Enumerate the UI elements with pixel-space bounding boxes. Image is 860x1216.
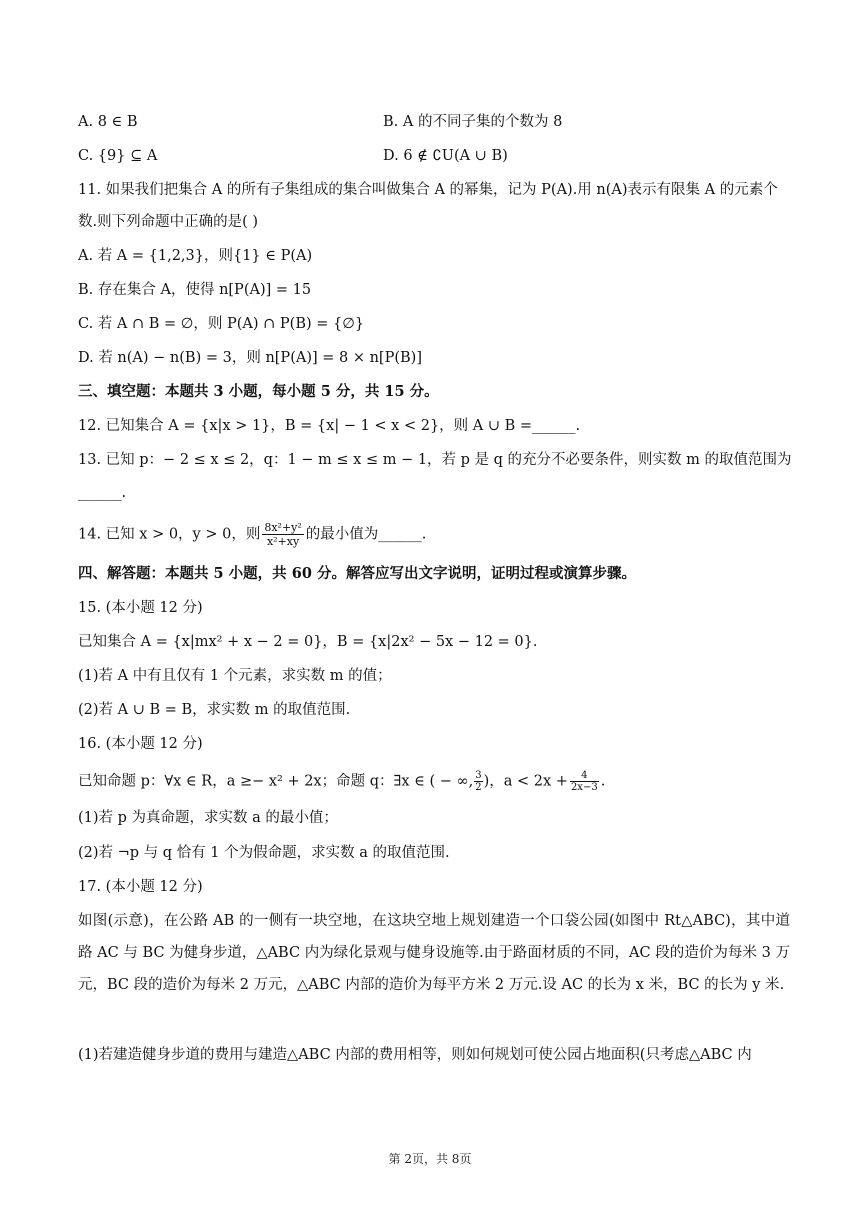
option-a-q10: A. 8 ∈ B: [78, 114, 138, 130]
q17-body: 如图(示意)，在公路 AB 的一侧有一块空地，在这块空地上规划建造一个口袋公园(如图中 Rt△ABC)，其中道路 AC 与 BC 为健身步道，△ABC 内为绿化景观与健身设施等.由于路面材质的不同，AC 段的造价为每米 3 万元，BC 段的造价为每米 2 万元，△ABC 内部的造价为每平方米 2 万元.设 AC 的长为 x 米，BC 的长为 y 米.: [78, 913, 790, 993]
section-4-heading: 四、解答题：本题共 5 小题，共 60 分。解答应写出文字说明，证明过程或演算步骤。: [78, 565, 636, 582]
q16-head: 16. (本小题 12 分): [78, 736, 203, 752]
q13-line1: 13. 已知 p：− 2 ≤ x ≤ 2，q：1 − m ≤ x ≤ m − 1，若 p 是 q 的充分不必要条件，则实数 m 的取值范围为: [78, 452, 792, 468]
q17-part1: (1)若建造健身步道的费用与建造△ABC 内部的费用相等，则如何规划可使公园占地面积(只考虑△ABC 内: [78, 1047, 752, 1063]
q14-numerator: 8x²+y²: [264, 521, 302, 534]
option-c-q10: C. {9} ⊆ A: [78, 148, 158, 164]
q14-denominator: x²+xy: [266, 535, 300, 548]
q16-part1: (1)若 p 为真命题，求实数 a 的最小值；: [78, 810, 338, 826]
q15-head: 15. (本小题 12 分): [78, 600, 203, 616]
q13-line2: ______.: [78, 485, 127, 501]
option-b-q10: B. A 的不同子集的个数为 8: [383, 114, 563, 130]
q11-option-b: B. 存在集合 A，使得 n[P(A)] = 15: [78, 282, 312, 298]
q15-given: 已知集合 A = {x|mx² + x − 2 = 0}，B = {x|2x² − 5x − 12 = 0}.: [78, 634, 538, 650]
q11-option-a: A. 若 A = {1,2,3}，则{1} ∈ P(A): [78, 248, 313, 264]
option-d-q10: D. 6 ∉ ∁U(A ∪ B): [383, 148, 508, 164]
q16-frac1-den: 2: [475, 782, 482, 793]
q15-part1: (1)若 A 中有且仅有 1 个元素，求实数 m 的值；: [78, 668, 392, 684]
q11-stem-line2: 数.则下列命题中正确的是( ): [78, 214, 259, 230]
q16-frac2-num: 4: [570, 770, 599, 782]
page-footer: 第 2页，共 8页: [388, 1152, 472, 1166]
q16-frac2-den: 2x−3: [570, 782, 598, 793]
q16-part2: (2)若 ¬p 与 q 恰有 1 个为假命题，求实数 a 的取值范围.: [78, 845, 450, 861]
q11-option-c: C. 若 A ∩ B = ∅，则 P(A) ∩ P(B) = {∅}: [78, 316, 365, 332]
section-3-heading: 三、填空题：本题共 3 小题，每小题 5 分，共 15 分。: [78, 383, 439, 400]
q16-frac1-num: 3: [475, 770, 482, 781]
q11-stem-line1: 11. 如果我们把集合 A 的所有子集组成的集合叫做集合 A 的幂集，记为 P(A).用 n(A)表示有限集 A 的元素个: [78, 182, 778, 198]
q14: 14. 已知 x > 0，y > 0，则 $\frac{\text{8x²+y²}}{\text{x²+xy}}$ 的最小值为______.: [78, 521, 427, 548]
q15-part2: (2)若 A ∪ B = B，求实数 m 的取值范围.: [78, 702, 351, 718]
q11-option-d: D. 若 n(A) − n(B) = 3，则 n[P(A)] = 8 × n[P(B)]: [78, 350, 422, 366]
q16-given: 已知命题 p：∀x ∈ R，a ≥− x² + 2x；命题 q：∃x ∈ ( − ∞, $\frac{3}{2}$ )，a < 2x + $\frac{4}{2x-3}$ .: [78, 770, 606, 793]
q17-head: 17. (本小题 12 分): [78, 879, 203, 895]
q12: 12. 已知集合 A = {x|x > 1}，B = {x| − 1 < x < 2}，则 A ∪ B =______.: [78, 418, 581, 434]
